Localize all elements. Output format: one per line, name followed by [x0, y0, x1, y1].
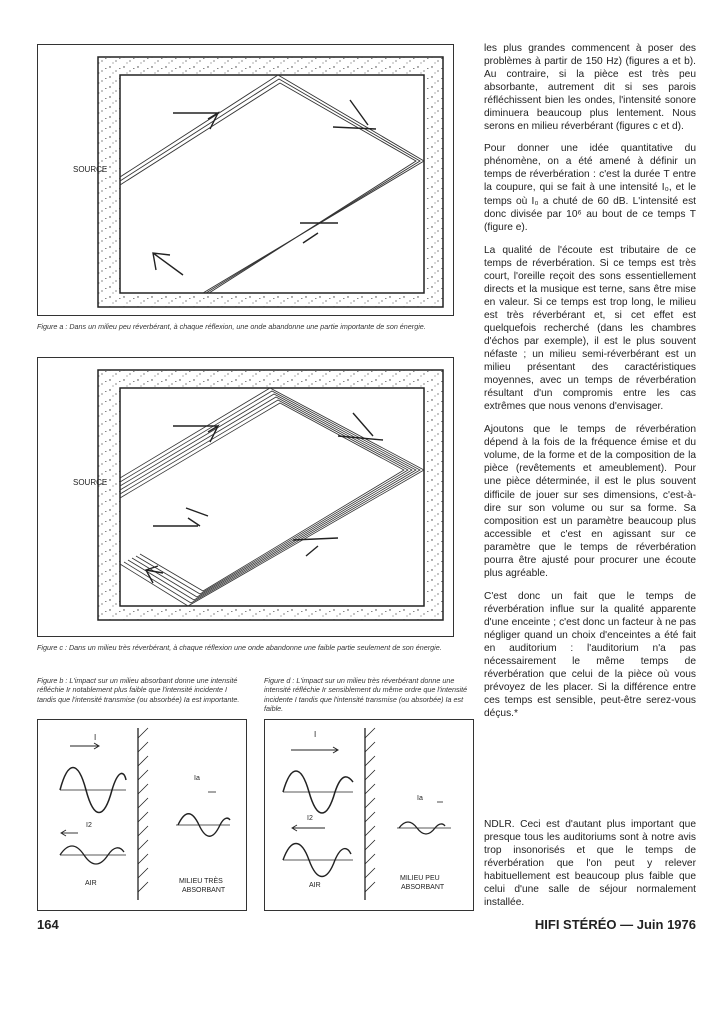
figure-a-caption: Figure a : Dans un milieu peu réverbérant, à chaque réflexion, une onde abandonne une partie importante de son énergie.: [37, 322, 426, 331]
source-label: SOURCE: [73, 165, 108, 174]
paragraph-3: La qualité de l'écoute est tributaire de ce temps de réverbération. Si ce temps est très court, l'oreille reçoit des sons essentiellement directs et la musique est terne, sans être mise en valeur. Si ce temps est trop long, le milieu est très réverbérant et, si cet effet est quelquefois recherché (dans les chambres d'échos par exemple), il est le plus souvent néfaste ; un milieu semi-réverbérant est un milieu présentant des caractéristiques moyennes, avec un temps de réverbération résultant d'un compromis entre les cas extrêmes que nous venons d'envisager.: [484, 244, 696, 413]
figure-a-diagram: [38, 45, 453, 315]
label-ir: I2: [307, 815, 313, 822]
source-label: SOURCE: [73, 478, 108, 487]
label-ia: Ia: [417, 795, 423, 802]
ray-arrows: [153, 100, 376, 275]
label-i: I: [314, 730, 317, 739]
figure-b: [37, 719, 247, 911]
room-wall: [98, 57, 443, 307]
label-air: AIR: [85, 880, 97, 887]
label-medium-line2: ABSORBANT: [182, 887, 226, 894]
figure-c: [37, 357, 454, 637]
publication-footer: HIFI STÉRÉO — Juin 1976: [534, 917, 696, 932]
sound-rays: [120, 75, 424, 293]
figure-b-diagram: [38, 720, 246, 910]
wall-hatch: [138, 728, 148, 892]
figure-c-caption: Figure c : Dans un milieu très réverbérant, à chaque réflexion une onde abandonne une faible partie seulement de son énergie.: [37, 643, 442, 652]
paragraph-5: C'est donc un fait que le temps de réverbération influe sur la qualité apparente d'une enceinte ; c'est donc un facteur à ne pas négliger quand un choix d'enceintes a été fait en auditorium : l'auditorium n'a pas nécessairement le même temps de réverbération que celui de la pièce où vous prévoyez de les placer. Si la différence entre ces temps est sensible, peut-être serez-vous déçus.*: [484, 590, 696, 720]
label-ia: Ia: [194, 775, 200, 782]
label-i: I: [94, 733, 97, 742]
wall-hatch: [365, 728, 375, 892]
editor-note: NDLR. Ceci est d'autant plus important que presque tous les auditoriums sont à notre avis trop insonorisés et que le temps de réverbération que l'on peut y relever habituellement est beaucoup plus faible que celui d'une salle de séjour normalement installée.: [484, 819, 696, 909]
label-medium-line1: MILIEU PEU: [400, 875, 440, 882]
figure-a: [37, 44, 454, 316]
sound-rays: [120, 388, 424, 606]
label-air: AIR: [309, 882, 321, 889]
label-medium-line2: ABSORBANT: [401, 884, 445, 891]
figure-d: [264, 719, 474, 911]
paragraph-2: Pour donner une idée quantitative du phénomène, on a été amené à définir un temps de réverbération : c'est la durée T entre la coupure, qui se fait à une intensité I₀, et le temps où I₀ a chuté de 60 dB. L'intensité est donc divisée par 10⁶ au bout de ce temps T (figure e).: [484, 143, 696, 233]
label-ir: I2: [86, 822, 92, 829]
figure-d-diagram: [265, 720, 473, 910]
figure-b-caption: Figure b : L'impact sur un milieu absorbant donne une intensité réfléchie Ir notablement plus faible que l'intensité incidente I tandis que l'intensité transmise (ou absorbée) Ia est importante.: [37, 676, 240, 704]
page-number: 164: [37, 917, 59, 932]
figure-c-diagram: [38, 358, 453, 636]
article-column: [484, 42, 696, 730]
label-medium-line1: MILIEU TRÈS: [179, 878, 223, 885]
paragraph-4: Ajoutons que le temps de réverbération dépend à la fois de la fréquence émise et du volume, de la forme et de la composition de la pièce (revêtements et ameublement). Pour une pièce déterminée, il est le plus souvent difficile de jouer sur ses dimensions, c'est-à-dire sur son volume ou sur sa forme. Sa composition est un paramètre beaucoup plus accessible et c'est en agissant sur ce paramètre que le temps de réverbération pourra être ajusté pour procurer une écoute plus agréable.: [484, 424, 696, 579]
paragraph-1: les plus grandes commencent à poser des problèmes à partir de 150 Hz) (figures a et b). Au contraire, si la pièce est très peu absorbante, autrement dit si ses parois réfléchissent bien les ondes, l'intensité sonore diminuera beaucoup plus lentement. Nous serons en milieu réverbérant (figures c et d).: [484, 43, 696, 133]
figure-d-caption: Figure d : L'impact sur un milieu très réverbérant donne une intensité réfléchie Ir sensiblement du même ordre que l'intensité incidente I tandis que l'intensité transmise (ou absorbée) Ia est faible.: [264, 676, 468, 714]
